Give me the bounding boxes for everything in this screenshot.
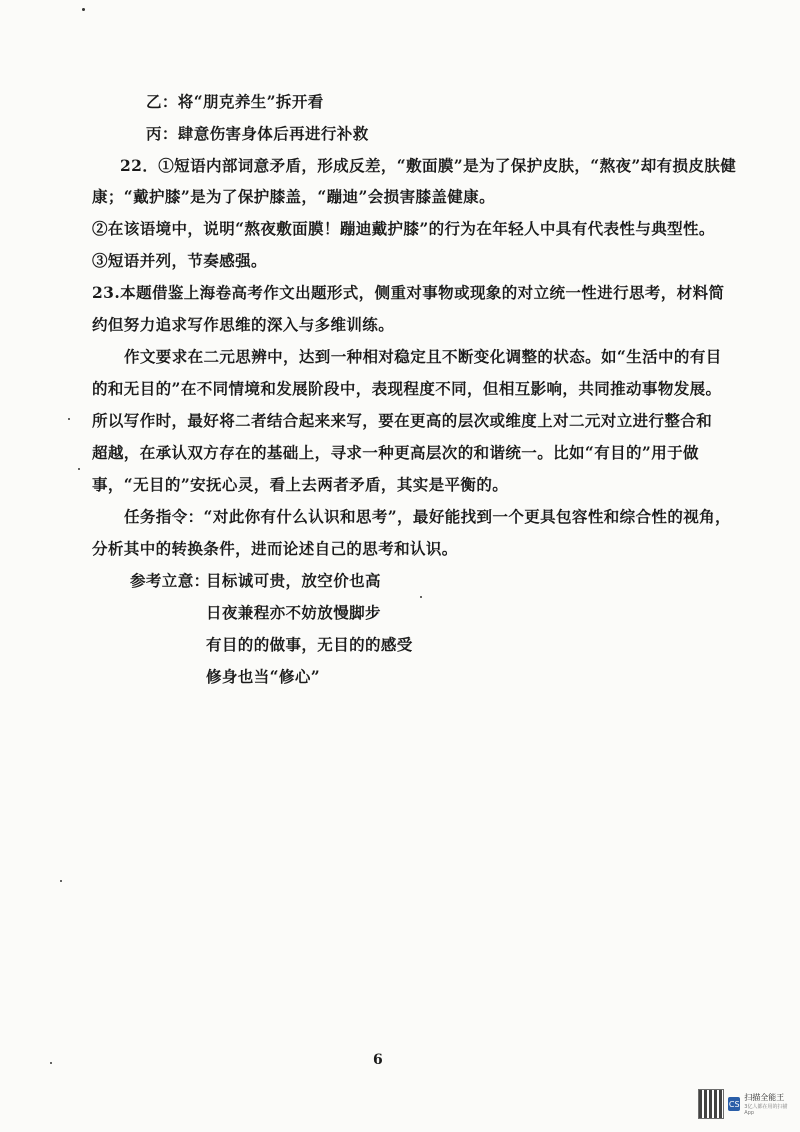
q23-line-2: 约但努力追求写作思维的深入与多维训练。 [92,315,395,334]
cs-logo-icon: CS [728,1097,740,1111]
reference-item-1: 目标诚可贵，放空价也高 [206,571,381,590]
scan-speck [68,418,70,420]
watermark-subtitle: 3亿人都在用的扫描App [744,1104,788,1116]
q22-point-2: ②在该语境中，说明“熬夜敷面膜！蹦迪戴护膝”的行为在年轻人中具有代表性与典型性。 [92,219,715,238]
answer-yi: 乙：将“朋克养生”拆开看 [146,92,324,111]
scan-speck [50,1062,52,1064]
scanner-watermark [698,1088,790,1120]
task-instruction-line-2: 分析其中的转换条件，进而论述自己的思考和认识。 [92,539,458,558]
essay-para-line-4: 超越，在承认双方存在的基础上，寻求一种更高层次的和谐统一。比如“有目的”用于做 [92,443,699,462]
q23-line-1: 23.本题借鉴上海卷高考作文出题形式，侧重对事物或现象的对立统一性进行思考，材料简 [92,283,725,302]
reference-item-4: 修身也当“修心” [206,667,321,686]
scan-speck [420,596,422,598]
essay-para-line-5: 事，“无目的”安抚心灵，看上去两者矛盾，其实是平衡的。 [92,475,509,494]
task-instruction-line-1: 任务指令：“对此你有什么认识和思考”，最好能找到一个更具包容性和综合性的视角， [124,507,731,526]
essay-para-line-1: 作文要求在二元思辨中，达到一种相对稳定且不断变化调整的状态。如“生活中的有目 [124,347,722,366]
scan-speck [82,8,85,11]
page-number: 6 [373,1052,383,1068]
scan-speck [60,880,62,882]
essay-para-line-2: 的和无目的”在不同情境和发展阶段中，表现程度不同，但相互影响，共同推动事物发展。 [92,379,722,398]
reference-item-3: 有目的的做事，无目的的感受 [206,635,413,654]
watermark-title: 扫描全能王 [744,1093,785,1102]
q22-line-1: 22．①短语内部词意矛盾，形成反差，“敷面膜”是为了保护皮肤，“熬夜”却有损皮肤健 [120,156,737,175]
scan-speck [78,468,80,470]
reference-item-2: 日夜兼程亦不妨放慢脚步 [206,603,381,622]
reference-label: 参考立意： [130,571,210,590]
essay-para-line-3: 所以写作时，最好将二者结合起来来写，要在更高的层次或维度上对二元对立进行整合和 [92,411,713,430]
answer-bing: 丙：肆意伤害身体后再进行补救 [146,124,369,143]
q22-line-2: 康；“戴护膝”是为了保护膝盖，“蹦迪”会损害膝盖健康。 [92,187,495,206]
q22-point-3: ③短语并列，节奏感强。 [92,251,267,270]
qr-code-icon [698,1089,724,1119]
